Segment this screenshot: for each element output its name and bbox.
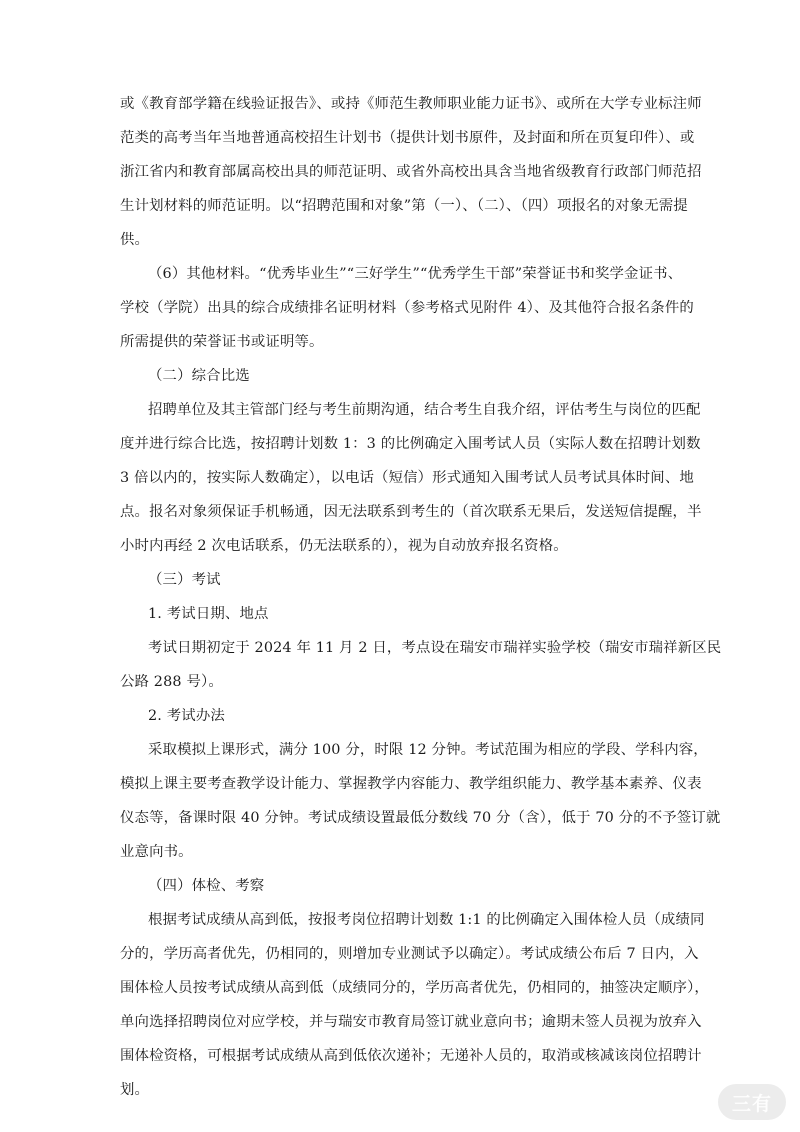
text-line: 点。报名对象须保证手机畅通，因无法联系到考生的（首次联系无果后，发送短信提醒，半 xyxy=(120,504,702,520)
subsection-heading: 1. 考试日期、地点 xyxy=(148,606,269,622)
text-line: 分的，学历高者优先，仍相同的，则增加专业测试予以确定）。考试成绩公布后 7 日内，入 xyxy=(120,946,699,962)
text-line: 或《教育部学籍在线验证报告》、或持《师范生教师职业能力证书》、或所在大学专业标注师 xyxy=(120,96,702,112)
text-line: 业意向书。 xyxy=(120,844,193,860)
text-line: 所需提供的荣誉证书或证明等。 xyxy=(120,334,324,350)
text-line: （6）其他材料。“优秀毕业生”“三好学生”“优秀学生干部”荣誉证书和奖学金证书、 xyxy=(148,266,683,282)
text-line: 根据考试成绩从高到低，按报考岗位招聘计划数 1:1 的比例确定入围体检人员（成绩同 xyxy=(148,912,705,928)
text-line: 学校（学院）出具的综合成绩排名证明材料（参考格式见附件 4）、及其他符合报名条件的 xyxy=(120,300,694,316)
section-heading: （二）综合比选 xyxy=(148,368,250,384)
subsection-heading: 2. 考试办法 xyxy=(148,708,225,724)
text-line: 度并进行综合比选，按招聘计划数 1：3 的比例确定入围考试人员（实际人数在招聘计划数 xyxy=(120,436,701,452)
text-line: 围体检资格，可根据考试成绩从高到低依次递补；无递补人员的，取消或核减该岗位招聘计 xyxy=(120,1048,702,1064)
text-line: 采取模拟上课形式，满分 100 分，时限 12 分钟。考试范围为相应的学段、学科内容， xyxy=(148,742,708,758)
text-line: 考试日期初定于 2024 年 11 月 2 日，考点设在瑞安市瑞祥实验学校（瑞安市瑞祥新区民 xyxy=(148,640,722,656)
text-line: 供。 xyxy=(120,232,150,248)
text-line: 模拟上课主要考查教学设计能力、掌握教学内容能力、教学组织能力、教学基本素养、仪表 xyxy=(120,776,702,792)
section-heading: （三）考试 xyxy=(148,572,221,588)
text-line: 围体检人员按考试成绩从高到低（成绩同分的，学历高者优先，仍相同的，抽签决定顺序）， xyxy=(120,980,709,996)
text-line: 范类的高考当年当地普通高校招生计划书（提供计划书原件，及封面和所在页复印件）、或 xyxy=(120,130,695,146)
text-line: 划。 xyxy=(120,1082,150,1098)
watermark-badge xyxy=(718,1084,786,1120)
text-line: 小时内再经 2 次电话联系，仍无法联系的），视为自动放弃报名资格。 xyxy=(120,538,568,554)
text-line: 仪态等，备课时限 40 分钟。考试成绩设置最低分数线 70 分（含），低于 70 分的不予签订就 xyxy=(120,810,721,826)
text-line: 生计划材料的师范证明。以“招聘范围和对象”第（一）、（二）、（四）项报名的对象无需提 xyxy=(120,198,688,214)
watermark-text: 三有 xyxy=(731,1092,772,1115)
text-line: 公路 288 号）。 xyxy=(120,674,223,690)
text-line: 招聘单位及其主管部门经与考生前期沟通，结合考生自我介绍，评估考生与岗位的匹配 xyxy=(148,402,701,418)
text-line: 3 倍以内的，按实际人数确定），以电话（短信）形式通知入围考试人员考试具体时间、地 xyxy=(120,470,694,486)
text-line: 单向选择招聘岗位对应学校，并与瑞安市教育局签订就业意向书；逾期未签人员视为放弃入 xyxy=(120,1014,702,1030)
section-heading: （四）体检、考察 xyxy=(148,878,265,894)
text-line: 浙江省内和教育部属高校出具的师范证明、或省外高校出具含当地省级教育行政部门师范招 xyxy=(120,164,702,180)
